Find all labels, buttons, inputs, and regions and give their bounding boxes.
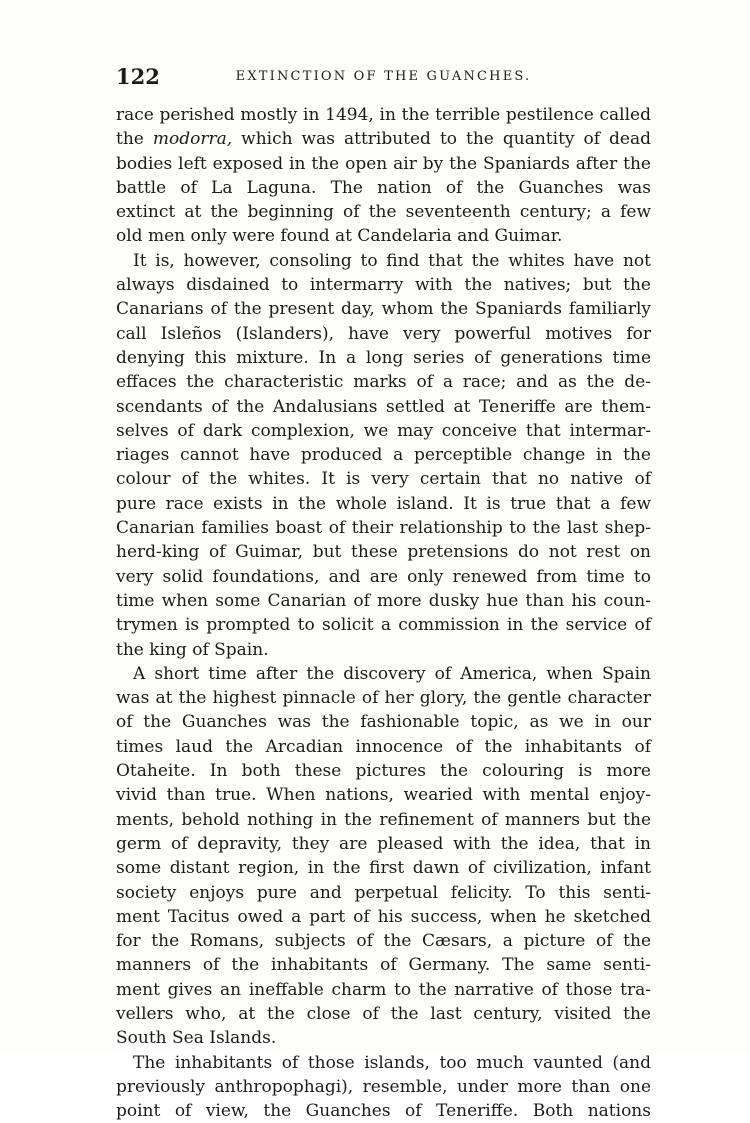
text-line: effaces the characteristic marks of a race; and as the de- xyxy=(116,372,651,393)
paragraph-3 xyxy=(116,662,651,1051)
text-line: trymen is prompted to solicit a commission in the service of xyxy=(116,615,651,636)
page-header xyxy=(116,62,651,92)
text-line: It is, however, consoling to find that the whites have not xyxy=(133,250,651,271)
text-line: society enjoys pure and perpetual felicity. To this senti- xyxy=(116,882,651,903)
running-title: EXTINCTION OF THE GUANCHES. xyxy=(235,69,532,84)
text-line: the king of Spain. xyxy=(116,639,269,660)
text-line: vellers who, at the close of the last century, visited the xyxy=(116,1003,651,1024)
text-line: riages cannot have produced a perceptible change in the xyxy=(116,445,651,466)
text-line: The inhabitants of those islands, too much vaunted (and xyxy=(133,1052,651,1073)
text-line-rest: which was attributed to the quantity of dead xyxy=(241,129,652,150)
text-line: was at the highest pinnacle of her glory, the gentle character xyxy=(116,688,651,709)
paragraph-1 xyxy=(116,103,651,249)
text-line: of the Guanches was the fashionable topic, as we in our xyxy=(116,712,651,733)
text-line: Canarian families boast of their relationship to the last shep- xyxy=(116,518,651,539)
text-line: ment Tacitus owed a part of his success, when he sketched xyxy=(116,906,651,927)
text-line: ment gives an ineffable charm to the narrative of those tra- xyxy=(116,979,651,1000)
text-line: manners of the inhabitants of Germany. The same senti- xyxy=(116,955,651,976)
text-line: bodies left exposed in the open air by the Spaniards after the xyxy=(116,153,651,174)
text-line: vivid than true. When nations, wearied with mental enjoy- xyxy=(116,785,651,806)
text-line: colour of the whites. It is very certain that no native of xyxy=(116,469,651,490)
text-line: always disdained to intermarry with the natives; but the xyxy=(116,275,651,296)
text-line: pure race exists in the whole island. It is true that a few xyxy=(116,493,651,514)
text-line: extinct at the beginning of the seventeenth century; a few xyxy=(116,202,651,223)
text-line: herd-king of Guimar, but these pretensions do not rest on xyxy=(116,542,651,563)
text-line: point of view, the Guanches of Teneriffe. Both nations xyxy=(116,1101,651,1122)
paragraph-4 xyxy=(116,1051,651,1123)
page-number: 122 xyxy=(116,64,160,89)
text-line: time when some Canarian of more dusky hue than his coun- xyxy=(116,590,651,611)
text-line: A short time after the discovery of America, when Spain xyxy=(133,663,651,684)
text-line: race perished mostly in 1494, in the terrible pestilence called xyxy=(116,105,651,125)
text-line: selves of dark complexion, we may conceive that intermar- xyxy=(116,420,651,441)
text-line: for the Romans, subjects of the Cæsars, a picture of the xyxy=(116,931,651,952)
text-line xyxy=(116,127,651,151)
text-line: call Isleños (Islanders), have very powerful motives for xyxy=(116,323,651,344)
text-line: times laud the Arcadian innocence of the inhabitants of xyxy=(116,736,651,757)
text-line: South Sea Islands. xyxy=(116,1028,277,1049)
text-line: Otaheite. In both these pictures the colouring is more xyxy=(116,761,651,782)
text-line: very solid foundations, and are only renewed from time to xyxy=(116,566,651,587)
italic-term: modorra, xyxy=(152,129,233,150)
text-line: some distant region, in the first dawn of civilization, infant xyxy=(116,858,651,879)
text-line: battle of La Laguna. The nation of the Guanches was xyxy=(116,177,651,198)
text-line: scendants of the Andalusians settled at Teneriffe are them- xyxy=(116,396,651,417)
text-line-start: the xyxy=(116,129,144,150)
text-line: previously anthropophagi), resemble, under more than one xyxy=(116,1076,651,1097)
paragraph-2 xyxy=(116,249,651,662)
text-line: denying this mixture. In a long series of generations time xyxy=(116,347,651,368)
text-line: germ of depravity, they are pleased with the idea, that in xyxy=(116,833,651,854)
text-line: Canarians of the present day, whom the Spaniards familiarly xyxy=(116,299,651,320)
text-line: ments, behold nothing in the refinement of manners but the xyxy=(116,809,651,830)
text-line: old men only were found at Candelaria and Guimar. xyxy=(116,226,563,247)
body-text xyxy=(116,103,651,1123)
